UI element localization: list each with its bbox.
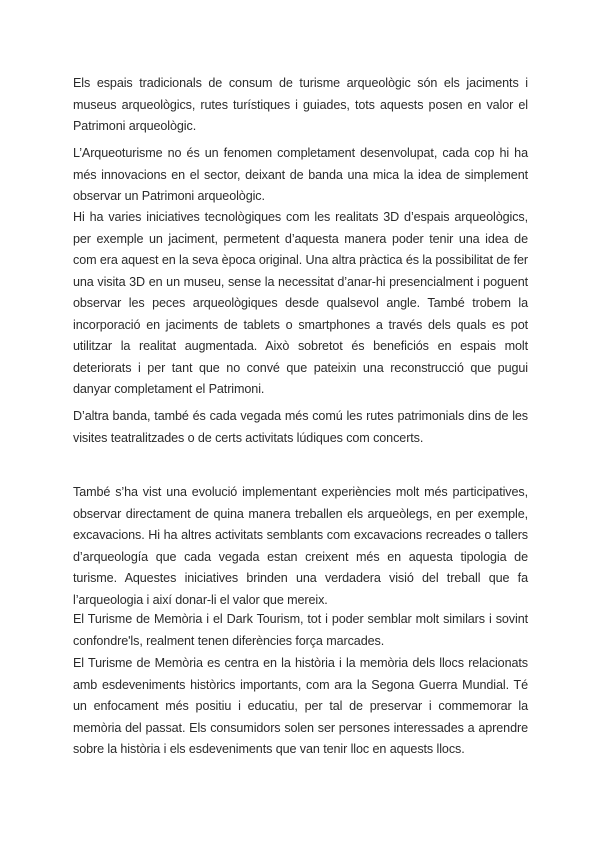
paragraph-traditional-spaces: Els espais tradicionals de consum de turisme arqueològic són els jaciments i museus arqueològics, rutes turístiques i guiades, tots aquests posen en valor el Patrimoni arqueològic. <box>73 76 528 133</box>
paragraph-technological-initiatives: Hi ha varies iniciatives tecnològiques com les realitats 3D d’espais arqueològics, per exemple un jaciment, permetent d’aquesta manera poder tenir una idea de com era aquest en la seva època original. Una altra pràctica és la possibilitat de fer una visita 3D en un museu, sense la necessitat d’anar-hi presencialment i poguent observar les peces arqueològiques desde qualsevol angle. També trobem la incorporació en jaciments de tablets o smartphones a través dels quals es pot utilitzar la realitat augmentada. Això sobretot és beneficiós en espais molt deteriorats i per tant que no convé que pateixin una reconstrucció que pugui danyar completament el Patrimoni. <box>73 210 528 396</box>
paragraph-participative-experiences: També s’ha vist una evolució implementant experiències molt més participatives, observar directament de quina manera treballen els arqueòlegs, en per exemple, excavacions. Hi ha altres activitats semblants com excavacions recreades o tallers d’arqueología que cada vegada estan creixent més en aquesta tipologia de turisme. Aquestes iniciatives brinden una verdadera visió del treball que fa l’arqueologia i així donar-li el valor que mereix. <box>73 485 528 607</box>
paragraph-heritage-routes: D’altra banda, també és cada vegada més comú les rutes patrimonials dins de les visites teatralitzades o de certs activitats lúdiques com concerts. <box>73 409 528 445</box>
paragraph-memory-dark-tourism: El Turisme de Memòria i el Dark Tourism, tot i poder semblar molt similars i sovint confondre'ls, realment tenen diferències força marcades. <box>73 612 528 648</box>
paragraph-memory-tourism: El Turisme de Memòria es centra en la història i la memòria dels llocs relacionats amb esdeveniments històrics importants, com ara la Segona Guerra Mundial. Té un enfocament més positiu i educatiu, per tal de preservar i commemorar la memòria del passat. Els consumidors solen ser persones interessades a aprendre sobre la història i els esdeveniments que van tenir lloc en aquests llocs. <box>73 656 528 756</box>
paragraph-arqueoturisme: L’Arqueoturisme no és un fenomen completament desenvolupat, cada cop hi ha més innovacions en el sector, deixant de banda una mica la idea de simplement observar un Patrimoni arqueològic. <box>73 146 528 203</box>
